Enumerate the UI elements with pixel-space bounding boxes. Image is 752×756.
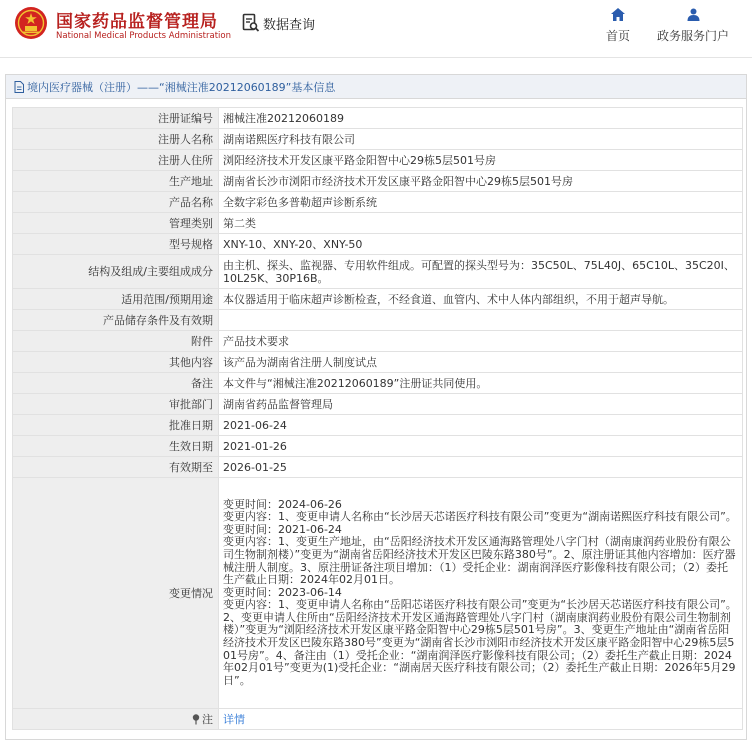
field-label: 变更情况 bbox=[13, 478, 219, 709]
table-row bbox=[13, 436, 743, 457]
site-header bbox=[0, 0, 752, 58]
field-label: 审批部门 bbox=[13, 394, 219, 415]
data-query-label: 数据查询 bbox=[263, 17, 316, 33]
table-row bbox=[13, 129, 743, 150]
field-value: 湖南诺熙医疗科技有限公司 bbox=[219, 129, 743, 150]
field-value: 2026-01-25 bbox=[219, 457, 743, 478]
field-value: 本仪器适用于临床超声诊断检查，不经食道、血管内、术中人体内部组织，不用于超声导航。 bbox=[219, 289, 743, 310]
details-link[interactable]: 详情 bbox=[223, 712, 245, 726]
field-label: 生产地址 bbox=[13, 171, 219, 192]
table-row bbox=[13, 373, 743, 394]
field-value: 湖南省药品监督管理局 bbox=[219, 394, 743, 415]
change-line: 变更时间：2021-06-24 bbox=[223, 522, 342, 536]
table-row bbox=[13, 310, 743, 331]
table-row bbox=[13, 709, 743, 730]
table-row bbox=[13, 352, 743, 373]
field-value: 全数字彩色多普勒超声诊断系统 bbox=[219, 192, 743, 213]
field-value: 产品技术要求 bbox=[219, 331, 743, 352]
field-value: XNY-10、XNY-20、XNY-50 bbox=[219, 234, 743, 255]
user-icon bbox=[687, 8, 700, 21]
table-row bbox=[13, 171, 743, 192]
nav-gov-services-label: 政务服务门户 bbox=[656, 29, 729, 43]
field-label: 注册证编号 bbox=[13, 108, 219, 129]
field-label: 注册人名称 bbox=[13, 129, 219, 150]
table-row bbox=[13, 289, 743, 310]
detail-table bbox=[12, 107, 743, 730]
change-line: 变更时间：2023-06-14 bbox=[223, 585, 342, 599]
field-label: 批准日期 bbox=[13, 415, 219, 436]
field-value: 浏阳经济技术开发区康平路金阳智中心29栋5层501号房 bbox=[219, 150, 743, 171]
change-line: 变更内容：1、变更申请人名称由“长沙居天芯诺医疗科技有限公司”变更为“湖南诺熙医疗科技有限公司”。 bbox=[223, 510, 737, 524]
table-row bbox=[13, 394, 743, 415]
change-history bbox=[219, 478, 743, 709]
field-label: 备注 bbox=[13, 373, 219, 394]
note-label: 注 bbox=[202, 712, 213, 726]
field-label: 有效期至 bbox=[13, 457, 219, 478]
table-row bbox=[13, 457, 743, 478]
detail-title-bar bbox=[6, 75, 746, 99]
field-label: 适用范围/预期用途 bbox=[13, 289, 219, 310]
field-label: 生效日期 bbox=[13, 436, 219, 457]
national-emblem-icon bbox=[14, 6, 48, 40]
table-row bbox=[13, 234, 743, 255]
table-row bbox=[13, 331, 743, 352]
field-value: 湘械注准20212060189 bbox=[219, 108, 743, 129]
table-row bbox=[13, 192, 743, 213]
detail-panel bbox=[5, 74, 747, 740]
field-value: 本文件与“湘械注准20212060189”注册证共同使用。 bbox=[219, 373, 743, 394]
document-icon bbox=[14, 81, 24, 93]
nav-gov-services[interactable] bbox=[654, 8, 732, 44]
field-label: 产品储存条件及有效期 bbox=[13, 310, 219, 331]
field-label: 产品名称 bbox=[13, 192, 219, 213]
field-value: 由主机、探头、监视器、专用软件组成。可配置的探头型号为：35C50L、75L40J、65C10L、35C20I、10L25K、30P16B。 bbox=[219, 255, 743, 289]
document-search-icon bbox=[242, 13, 260, 33]
field-value: 2021-01-26 bbox=[219, 436, 743, 457]
table-row bbox=[13, 213, 743, 234]
field-label: 其他内容 bbox=[13, 352, 219, 373]
field-value: 湖南省长沙市浏阳市经济技术开发区康平路金阳智中心29栋5层501号房 bbox=[219, 171, 743, 192]
table-row bbox=[13, 478, 743, 709]
pin-icon bbox=[192, 714, 200, 725]
field-label: 结构及组成/主要组成成分 bbox=[13, 255, 219, 289]
note-label-cell bbox=[13, 709, 219, 730]
field-value bbox=[219, 310, 743, 331]
field-label: 注册人住所 bbox=[13, 150, 219, 171]
field-label: 附件 bbox=[13, 331, 219, 352]
detail-title: 境内医疗器械（注册）——“湘械注准20212060189”基本信息 bbox=[27, 80, 336, 94]
table-row bbox=[13, 150, 743, 171]
home-icon bbox=[611, 8, 625, 21]
change-line: 变更内容：1、变更生产地址，由“岳阳经济技术开发区通海路管理处八字门村（湖南康润药业股份有限公司生物制剂楼）”变更为“湖南省岳阳经济技术开发区巴陵东路380号”。2、原注册证其他内容增加：医疗器械注册人制度。3、原注册证备注项目增加：（1）受托企业：湖南润泽医疗影像科技有限公司；（2）委托生产截止日期：2024年02月01日。 bbox=[223, 535, 736, 587]
field-value bbox=[219, 709, 743, 730]
change-line: 变更时间：2024-06-26 bbox=[223, 497, 342, 511]
org-name-en: National Medical Products Administration bbox=[56, 31, 231, 41]
field-value: 第二类 bbox=[219, 213, 743, 234]
field-value: 该产品为湖南省注册人制度试点 bbox=[219, 352, 743, 373]
field-value: 2021-06-24 bbox=[219, 415, 743, 436]
change-line: 变更内容：1、变更申请人名称由“岳阳芯诺医疗科技有限公司”变更为“长沙居天芯诺医疗科技有限公司”。2、变更申请人住所由“岳阳经济技术开发区通海路管理处八字门村（湖南康润药业股份有限公司生物制剂楼）”变更为“浏阳经济技术开发区康平路金阳智中心29栋5层501号房”。3、变更生产地址由“湖南省岳阳经济技术开发区巴陵东路380号”变更为“湖南省长沙市浏阳市经济技术开发区康平路金阳智中心29栋5层501号房”。4、备注由（1）受托企业：“湖南润泽医疗影像科技有限公司；（2）委托生产截止日期：2024年02月01号”变更为(1)受托企业：“湖南居天医疗科技有限公司；（2）委托生产截止日期：2026年5月29日”。 bbox=[223, 598, 737, 687]
org-name-cn: 国家药品监督管理局 bbox=[56, 12, 218, 32]
table-row bbox=[13, 108, 743, 129]
table-row bbox=[13, 415, 743, 436]
field-label: 型号规格 bbox=[13, 234, 219, 255]
data-query-link[interactable] bbox=[242, 12, 315, 34]
nav-home-label: 首页 bbox=[605, 29, 630, 43]
nav-home[interactable] bbox=[601, 8, 635, 44]
table-row bbox=[13, 255, 743, 289]
field-label: 管理类别 bbox=[13, 213, 219, 234]
